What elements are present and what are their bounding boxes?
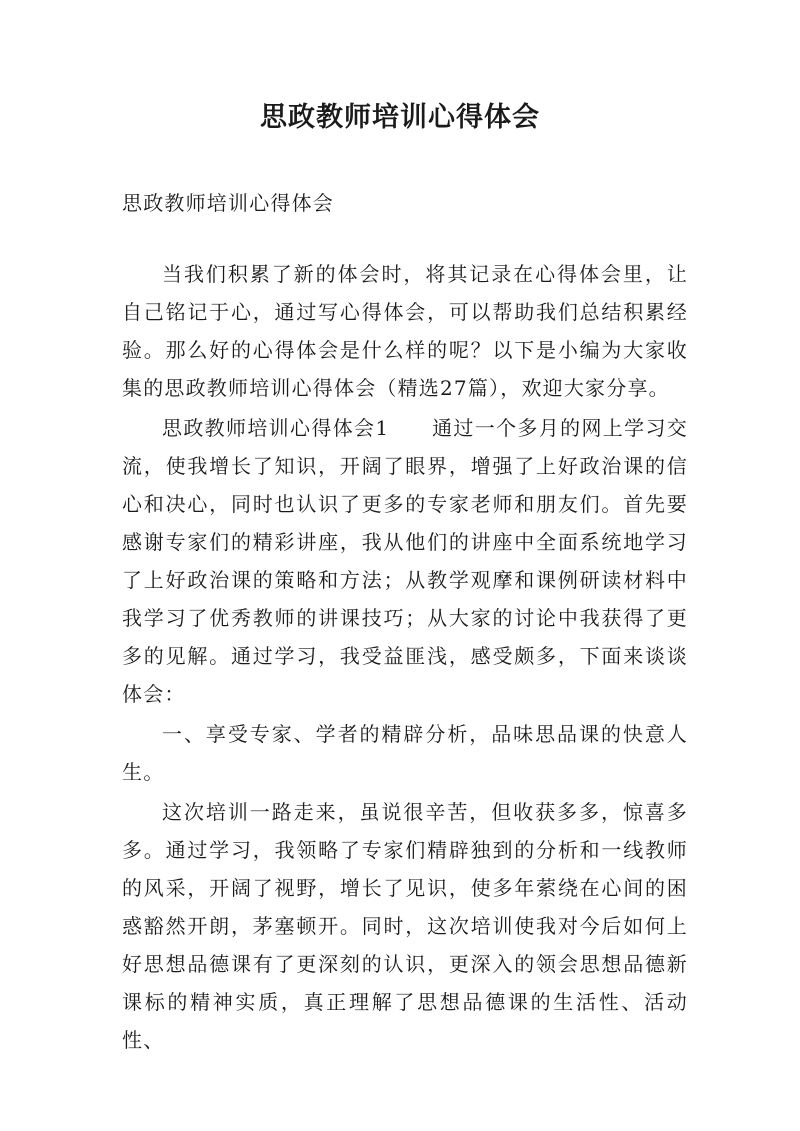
- document-title: 思政教师培训心得体会: [260, 102, 540, 133]
- document-body: [122, 184, 688, 1059]
- intro-paragraph: 当我们积累了新的体会时，将其记录在心得体会里，让自己铭记于心，通过写心得体会，可以帮助我们总结积累经验。那么好的心得体会是什么样的呢？以下是小编为大家收集的思政教师培训心得体会（精选27篇），欢迎大家分享。: [122, 262, 688, 400]
- body-paragraph: 思政教师培训心得体会1 通过一个多月的网上学习交流，使我增长了知识，开阔了眼界，增强了上好政治课的信心和决心，同时也认识了更多的专家老师和朋友们。首先要感谢专家们的精彩讲座，我从他们的讲座中全面系统地学习了上好政治课的策略和方法；从教学观摩和课例研读材料中我学习了优秀教师的讲课技巧；从大家的讨论中我获得了更多的见解。通过学习，我受益匪浅，感受颇多，下面来谈谈体会：: [122, 416, 688, 706]
- section-heading: 一、享受专家、学者的精辟分析，品味思品课的快意人生。: [122, 722, 688, 784]
- document-subtitle: 思政教师培训心得体会: [122, 191, 334, 215]
- body-paragraph: 这次培训一路走来，虽说很辛苦，但收获多多，惊喜多多。通过学习，我领略了专家们精辟独到的分析和一线教师的风采，开阔了视野，增长了见识，使多年萦绕在心间的困惑豁然开朗，茅塞顿开。同时，这次培训使我对今后如何上好思想品德课有了更深刻的认识，更深入的领会思想品德新课标的精神实质，真正理解了思想品德课的生活性、活动性、: [122, 800, 688, 1052]
